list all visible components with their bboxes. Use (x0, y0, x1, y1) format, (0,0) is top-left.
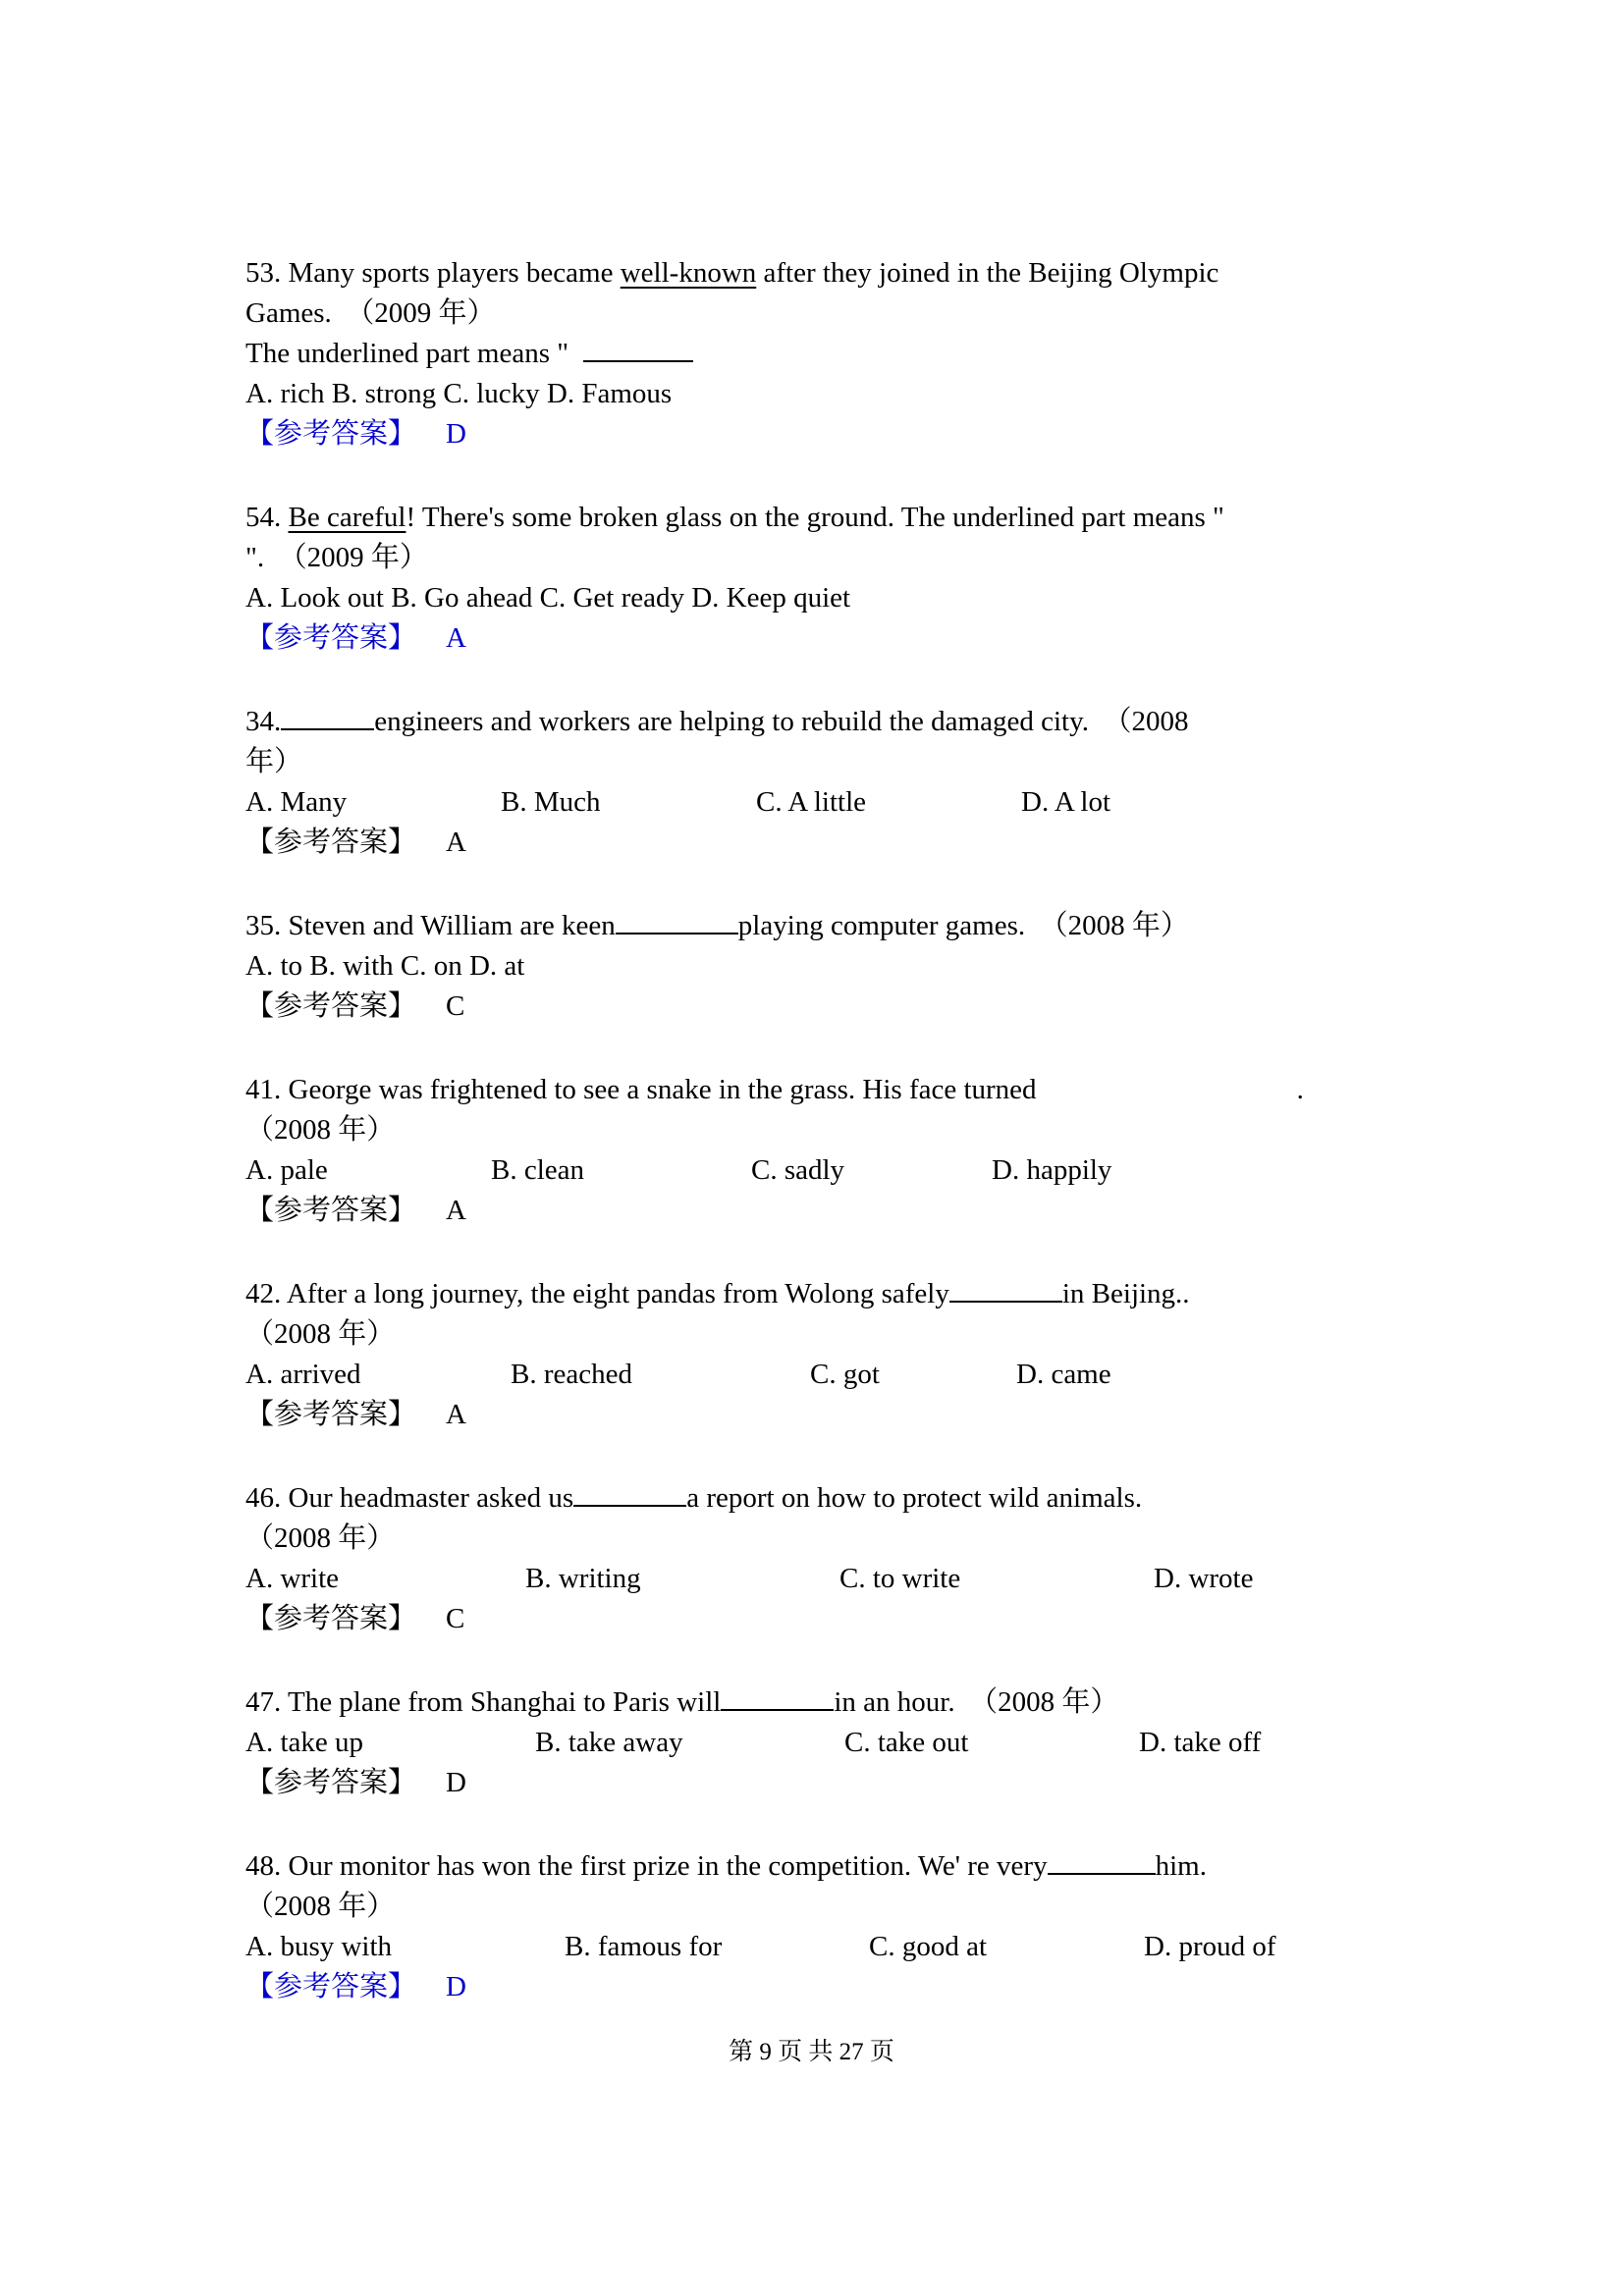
blank-line (281, 726, 374, 730)
option-a: A. write (245, 1563, 340, 1594)
question-46 (245, 1478, 1414, 1639)
question-text: （2008 年） (245, 1114, 396, 1146)
answer-letter: A (446, 827, 466, 858)
option-a: A. take up (245, 1727, 363, 1758)
question-text: The underlined part means " (245, 338, 583, 369)
question-text: ! There's some broken glass on the ground. The underlined part means " (406, 502, 1224, 533)
question-line (245, 1070, 1414, 1110)
underlined-term: Be careful (288, 502, 406, 533)
question-line (245, 906, 1414, 946)
blank-line (1048, 1871, 1156, 1875)
option-a: A. busy with (245, 1931, 393, 1962)
question-text: （2008 年） (245, 1891, 396, 1922)
blank-line (573, 1503, 686, 1507)
question-text: engineers and workers are helping to rebuild the damaged city. （2008 (374, 706, 1189, 737)
question-text: a report on how to protect wild animals. (686, 1482, 1143, 1514)
answer-line (245, 1763, 1414, 1803)
question-text: A. Look out B. Go ahead C. Get ready D. Keep quiet (245, 582, 851, 614)
question-line (245, 498, 1414, 538)
option-c: C. A little (756, 786, 866, 818)
options-row (245, 1927, 1414, 1967)
question-line (245, 1478, 1414, 1519)
option-d: D. A lot (1021, 786, 1111, 818)
option-b: B. Much (501, 786, 601, 818)
option-d: D. wrote (1154, 1563, 1254, 1594)
question-41 (245, 1070, 1414, 1231)
question-text: 46. Our headmaster asked us (245, 1482, 574, 1514)
question-text: 48. Our monitor has won the first prize in the competition. We' re very (245, 1850, 1048, 1882)
question-text: 年） (245, 746, 303, 777)
option-c: C. take out (844, 1727, 969, 1758)
answer-label: 【参考答案】 (245, 1195, 417, 1226)
question-line (245, 1846, 1414, 1887)
question-line (245, 538, 1414, 578)
question-line (245, 1274, 1414, 1314)
answer-label: 【参考答案】 (245, 1767, 417, 1798)
option-c: C. got (810, 1359, 880, 1390)
answer-label: 【参考答案】 (245, 1399, 417, 1430)
question-text: 54. (245, 502, 289, 533)
answer-line (245, 1967, 1414, 2007)
question-line (245, 702, 1414, 742)
option-a: A. arrived (245, 1359, 361, 1390)
blank-line (949, 1299, 1062, 1303)
question-35 (245, 906, 1414, 1027)
answer-letter: D (446, 1971, 466, 2002)
answer-label: 【参考答案】 (245, 827, 417, 858)
option-b: B. famous for (565, 1931, 723, 1962)
answer-letter: D (446, 418, 466, 450)
question-text: in an hour. （2008 年） (834, 1686, 1119, 1718)
question-text: 53. Many sports players became (245, 257, 621, 289)
question-line (245, 1682, 1414, 1723)
underlined-term: well-known (620, 257, 757, 289)
spacer (1037, 1096, 1297, 1098)
question-text: ". （2009 年） (245, 542, 428, 573)
question-line (245, 1519, 1414, 1559)
question-line (245, 1314, 1414, 1355)
question-text: him. (1155, 1850, 1207, 1882)
question-48 (245, 1846, 1414, 2007)
answer-label: 【参考答案】 (245, 1603, 417, 1634)
question-text: （2008 年） (245, 1522, 396, 1554)
question-34 (245, 702, 1414, 863)
question-line (245, 578, 1414, 618)
option-a: A. Many (245, 786, 348, 818)
option-c: C. sadly (751, 1154, 845, 1186)
questions-area (245, 253, 1414, 2051)
answer-line (245, 1599, 1414, 1639)
question-text: playing computer games. （2008 年） (737, 910, 1189, 941)
answer-letter: A (446, 1399, 466, 1430)
answer-letter: D (446, 1767, 466, 1798)
options-row (245, 1150, 1414, 1191)
options-row (245, 1559, 1414, 1599)
question-line (245, 1887, 1414, 1927)
answer-label: 【参考答案】 (245, 1971, 417, 2002)
option-c: C. to write (839, 1563, 961, 1594)
option-a: A. pale (245, 1154, 328, 1186)
question-line (245, 374, 1414, 414)
answer-letter: A (446, 622, 466, 654)
options-row (245, 782, 1414, 823)
page-footer: 第 9 页 共 27 页 (729, 2039, 894, 2065)
answer-line (245, 823, 1414, 863)
option-d: D. happily (992, 1154, 1112, 1186)
answer-line (245, 1191, 1414, 1231)
question-line (245, 742, 1414, 782)
question-text: 41. George was frightened to see a snake in the grass. His face turned (245, 1074, 1037, 1105)
answer-letter: C (446, 990, 465, 1022)
blank-line (721, 1707, 834, 1711)
question-53 (245, 253, 1414, 454)
option-b: B. reached (511, 1359, 632, 1390)
option-b: B. take away (535, 1727, 683, 1758)
answer-letter: C (446, 1603, 465, 1634)
answer-label: 【参考答案】 (245, 622, 417, 654)
blank-line (583, 358, 693, 362)
options-row (245, 1723, 1414, 1763)
question-54 (245, 498, 1414, 659)
question-line (245, 294, 1414, 334)
blank-line (616, 931, 738, 934)
answer-label: 【参考答案】 (245, 418, 417, 450)
question-text: 34. (245, 706, 282, 737)
option-d: D. take off (1139, 1727, 1262, 1758)
question-line (245, 334, 1414, 374)
answer-label: 【参考答案】 (245, 990, 417, 1022)
question-text: after they joined in the Beijing Olympic (756, 257, 1219, 289)
option-b: B. clean (491, 1154, 585, 1186)
question-text: A. to B. with C. on D. at (245, 950, 525, 982)
question-text: 47. The plane from Shanghai to Paris will (245, 1686, 722, 1718)
option-d: D. proud of (1144, 1931, 1276, 1962)
answer-line (245, 618, 1414, 659)
answer-line (245, 414, 1414, 454)
answer-line (245, 987, 1414, 1027)
question-line (245, 1110, 1414, 1150)
question-text: A. rich B. strong C. lucky D. Famous (245, 378, 673, 409)
question-text: （2008 年） (245, 1318, 396, 1350)
question-line (245, 253, 1414, 294)
option-c: C. good at (869, 1931, 988, 1962)
option-d: D. came (1016, 1359, 1111, 1390)
answer-line (245, 1395, 1414, 1435)
options-row (245, 1355, 1414, 1395)
question-42 (245, 1274, 1414, 1435)
question-text: Games. （2009 年） (245, 297, 496, 329)
question-text: in Beijing.. (1061, 1278, 1190, 1309)
question-text: . (1296, 1074, 1304, 1105)
question-line (245, 946, 1414, 987)
question-text: 35. Steven and William are keen (245, 910, 616, 941)
question-text: 42. After a long journey, the eight pandas from Wolong safely (245, 1278, 949, 1309)
question-47 (245, 1682, 1414, 1803)
answer-letter: A (446, 1195, 466, 1226)
option-b: B. writing (525, 1563, 641, 1594)
